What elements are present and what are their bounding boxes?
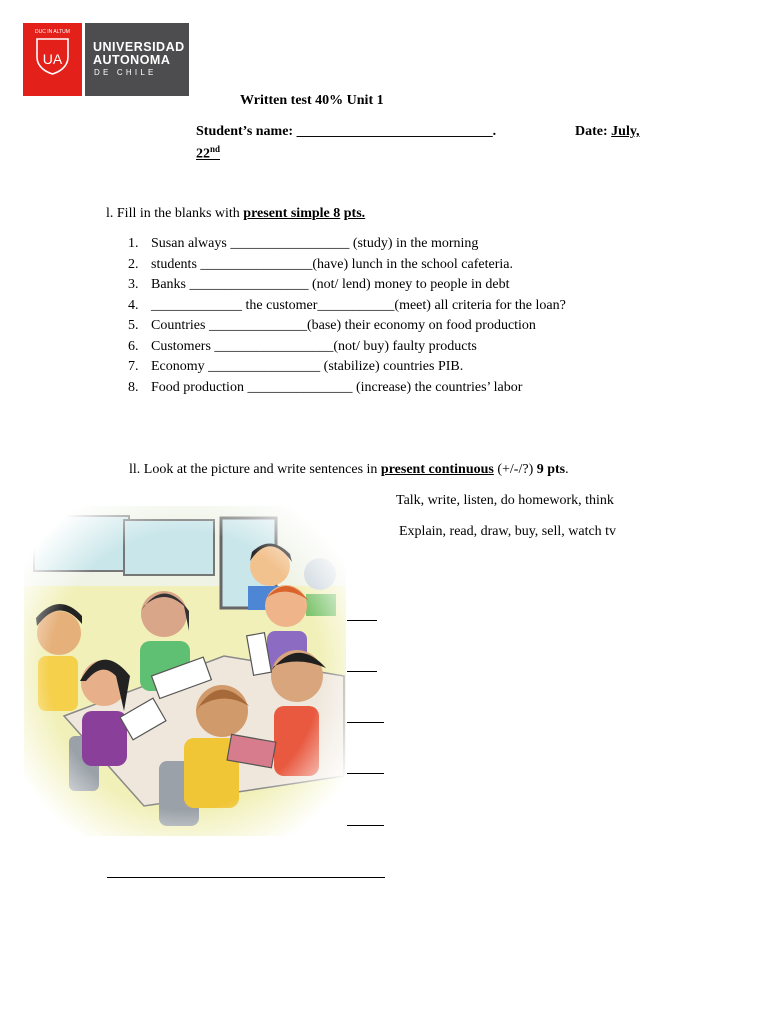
item-number: 4. <box>128 297 139 313</box>
verb-bank-line2: Explain, read, draw, buy, sell, watch tv <box>399 524 617 539</box>
section1-points: pts. <box>343 206 366 221</box>
answer-line[interactable] <box>347 773 384 774</box>
answer-line[interactable] <box>347 620 377 621</box>
student-name-blank[interactable]: ____________________________. <box>296 124 497 139</box>
student-name-row <box>196 124 496 140</box>
date-day-number: 22 <box>196 146 210 162</box>
list-item[interactable] <box>128 316 566 337</box>
list-item[interactable] <box>128 255 566 276</box>
section1-instruction: present simple 8 <box>243 206 341 221</box>
list-item[interactable] <box>128 357 566 378</box>
item-text: Food production _______________ (increase) the countries’ labor <box>151 379 523 395</box>
page-title: Written test 40% Unit 1 <box>240 93 384 108</box>
item-number: 1. <box>128 236 139 251</box>
section2-symbols: (+/-/?) <box>497 462 534 477</box>
item-number: 2. <box>128 256 139 272</box>
date-label: Date: <box>575 124 608 139</box>
item-text: Customers _________________(not/ buy) faulty products <box>151 338 477 354</box>
verb-bank-line1: Talk, write, listen, do homework, think <box>396 493 614 508</box>
item-number: 3. <box>128 277 139 292</box>
section1-prefix: l. Fill in the blanks with <box>106 206 240 221</box>
section1-list <box>128 234 566 398</box>
date-day <box>196 144 220 163</box>
section2-period: . <box>565 462 569 477</box>
list-item[interactable] <box>128 337 566 358</box>
logo-emblem <box>23 23 82 96</box>
logo-abbrev: UA <box>42 51 63 67</box>
logo-wordmark <box>85 23 189 96</box>
list-item[interactable] <box>128 275 566 296</box>
section2-instruction: present continuous <box>380 462 494 477</box>
item-text: Banks _________________ (not/ lend) money to people in debt <box>151 277 510 292</box>
item-text: Economy ________________ (stabilize) countries PIB. <box>151 359 464 374</box>
classroom-illustration <box>24 506 346 836</box>
section1-heading <box>106 206 365 222</box>
item-number: 8. <box>128 379 139 395</box>
answer-line[interactable] <box>347 671 377 672</box>
section2-points: 9 pts <box>536 462 566 477</box>
section2-heading <box>129 462 569 478</box>
item-text: Susan always _________________ (study) in the morning <box>151 236 479 251</box>
list-item[interactable] <box>128 378 566 399</box>
answer-line[interactable] <box>347 722 384 723</box>
item-text: students ________________(have) lunch in the school cafeteria. <box>151 256 513 272</box>
answer-line[interactable] <box>347 825 384 826</box>
section2-prefix: ll. Look at the picture and write sentences in <box>129 462 378 477</box>
item-number: 7. <box>128 359 139 374</box>
list-item[interactable] <box>128 234 566 255</box>
date-value: July, <box>611 124 640 139</box>
date-day-suffix: nd <box>210 144 221 154</box>
list-item[interactable] <box>128 296 566 317</box>
item-text: _____________ the customer___________(meet) all criteria for the loan? <box>151 297 566 313</box>
student-name-label: Student’s name: <box>196 124 294 139</box>
item-number: 5. <box>128 318 139 333</box>
logo-line2: AUTONOMA <box>93 53 171 67</box>
logo-line1: UNIVERSIDAD <box>93 40 185 54</box>
date-row <box>575 124 640 140</box>
logo-line3: DE CHILE <box>94 68 157 77</box>
answer-line[interactable] <box>107 877 385 878</box>
item-text: Countries ______________(base) their economy on food production <box>151 318 536 333</box>
logo-tagline: DUC IN ALTUM <box>35 29 70 35</box>
item-number: 6. <box>128 338 139 354</box>
